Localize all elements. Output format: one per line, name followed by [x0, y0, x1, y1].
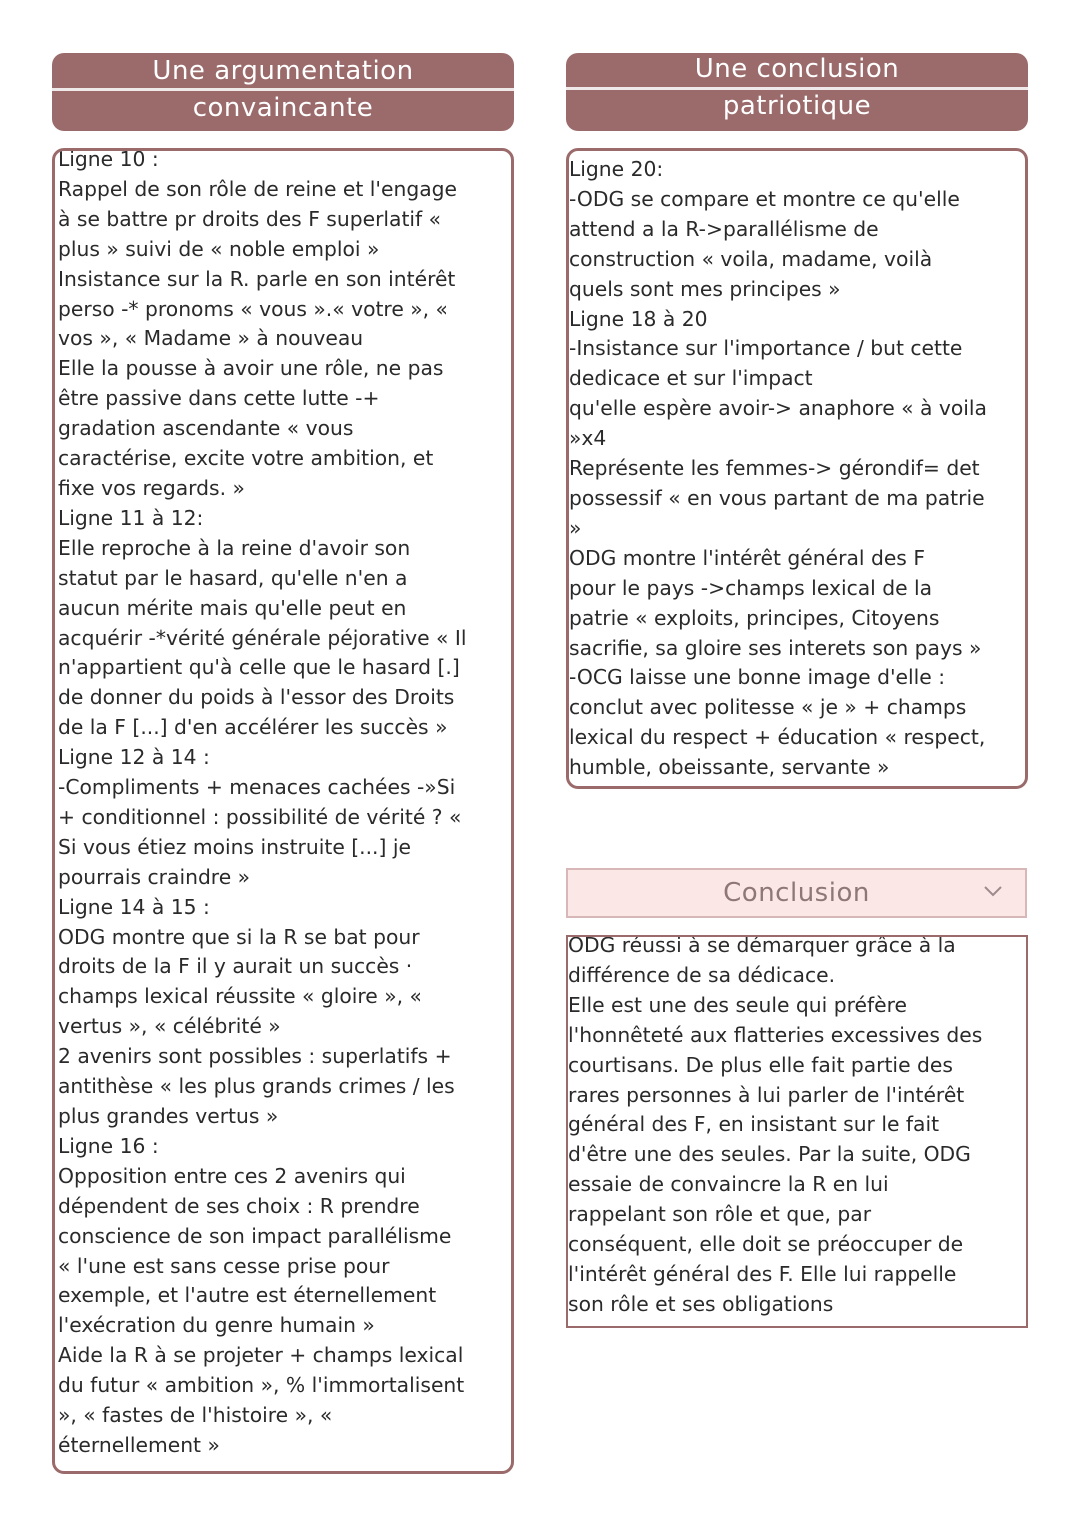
right-section-header — [566, 53, 1028, 131]
text-line: qu'elle espère avoir-> anaphore « à voila — [569, 396, 987, 421]
left-notes-text — [58, 148, 511, 1461]
text-line: à se battre pr droits des F superlatif « — [58, 206, 442, 231]
text-line: »x4 — [569, 426, 607, 451]
text-line: lexical du respect + éducation « respect, — [569, 725, 986, 750]
text-line: essaie de convaincre la R en lui — [568, 1172, 889, 1197]
text-line: dedicace et sur l'impact — [569, 366, 813, 391]
text-line: pourrais craindre » — [58, 864, 251, 889]
text-line: Ligne 16 : — [58, 1133, 159, 1158]
text-line: de la F [...] d'en accélérer les succès » — [58, 715, 448, 740]
conclusion-title: Conclusion — [723, 878, 870, 908]
text-line: n'appartient qu'à celle que le hasard [.] — [58, 655, 460, 680]
text-line: -OCG laisse une bonne image d'elle : — [569, 665, 946, 690]
text-line: l'intérêt général des F. Elle lui rappelle — [568, 1261, 957, 1286]
chevron-down-icon — [983, 884, 1003, 898]
text-line: son rôle et ses obligations — [568, 1291, 834, 1316]
text-line: aucun mérite mais qu'elle peut en — [58, 595, 407, 620]
text-line: du futur « ambition », % l'immortalisent — [58, 1373, 465, 1398]
text-line: conclut avec politesse « je » + champs — [569, 695, 967, 720]
text-line: Ligne 10 : — [58, 148, 159, 171]
text-line: 2 avenirs sont possibles : superlatifs + — [58, 1044, 452, 1069]
left-notes-box — [52, 148, 514, 1474]
text-line: Aide la R à se projeter + champs lexical — [58, 1343, 464, 1368]
text-line: exemple, et l'autre est éternellement — [58, 1283, 437, 1308]
text-line: différence de sa dédicace. — [568, 962, 836, 987]
text-line: « l'une est sans cesse prise pour — [58, 1253, 390, 1278]
text-line: l'exécration du genre humain » — [58, 1313, 375, 1338]
text-line: champs lexical réussite « gloire », « — [58, 984, 422, 1009]
text-line: Elle est une des seule qui préfère — [568, 992, 907, 1017]
conclusion-toggle[interactable] — [566, 868, 1027, 918]
text-line: -ODG se compare et montre ce qu'elle — [569, 186, 960, 211]
text-line: Elle reproche à la reine d'avoir son — [58, 535, 411, 560]
text-line: vertus », « célébrité » — [58, 1014, 281, 1039]
text-line: quels sont mes principes » — [569, 276, 841, 301]
text-line: conséquent, elle doit se préoccuper de — [568, 1232, 964, 1257]
text-line: fixe vos regards. » — [58, 475, 245, 500]
text-line: Opposition entre ces 2 avenirs qui — [58, 1163, 406, 1188]
text-line: Ligne 14 à 15 : — [58, 894, 210, 919]
right-header-line-1: Une conclusion — [694, 54, 900, 84]
text-line: caractérise, excite votre ambition, et — [58, 446, 434, 471]
text-line: Ligne 18 à 20 — [569, 306, 708, 331]
text-line: Rappel de son rôle de reine et l'engage — [58, 176, 457, 201]
text-line: rares personnes à lui parler de l'intérêt — [568, 1082, 965, 1107]
text-line: l'honnêteté aux flatteries excessives des — [568, 1022, 983, 1047]
text-line: Ligne 11 à 12: — [58, 505, 204, 530]
right-notes-box — [566, 148, 1028, 789]
text-line: attend a la R->parallélisme de — [569, 216, 879, 241]
text-line: Représente les femmes-> gérondif= det — [569, 456, 980, 481]
text-line: d'être une des seules. Par la suite, ODG — [568, 1142, 971, 1167]
text-line: conscience de son impact parallélisme — [58, 1223, 452, 1248]
text-line: possessif « en vous partant de ma patrie — [569, 485, 985, 510]
text-line: ODG montre que si la R se bat pour — [58, 924, 420, 949]
text-line: droits de la F il y aurait un succès · — [58, 954, 413, 979]
conclusion-text — [568, 935, 1026, 1320]
text-line: patrie « exploits, principes, Citoyens — [569, 605, 940, 630]
text-line: antithèse « les plus grands crimes / les — [58, 1074, 455, 1099]
text-line: perso -* pronoms « vous ».« votre », « — [58, 296, 448, 321]
text-line: -Insistance sur l'importance / but cette — [569, 336, 963, 361]
text-line: Ligne 12 à 14 : — [58, 745, 210, 770]
text-line: pour le pays ->champs lexical de la — [569, 575, 933, 600]
text-line: + conditionnel : possibilité de vérité ? « — [58, 804, 462, 829]
text-line: gradation ascendante « vous — [58, 416, 354, 441]
text-line: rappelant son rôle et que, par — [568, 1202, 872, 1227]
left-header-line-1: Une argumentation — [152, 56, 414, 86]
right-header-line-2: patriotique — [722, 91, 872, 121]
text-line: », « fastes de l'histoire », « — [58, 1403, 333, 1428]
text-line: de donner du poids à l'essor des Droits — [58, 685, 455, 710]
text-line: acquérir -*vérité générale péjorative « Il — [58, 625, 467, 650]
text-line: vos », « Madame » à nouveau — [58, 326, 364, 351]
text-line: sacrifie, sa gloire ses interets son pays » — [569, 635, 982, 660]
right-notes-text — [569, 155, 1025, 783]
text-line: construction « voila, madame, voilà — [569, 246, 933, 271]
text-line: -Compliments + menaces cachées -»Si — [58, 775, 456, 800]
text-line: Si vous étiez moins instruite [...] je — [58, 834, 411, 859]
text-line: général des F, en insistant sur le fait — [568, 1112, 940, 1137]
text-line: humble, obeissante, servante » — [569, 755, 890, 780]
text-line: Insistance sur la R. parle en son intérêt — [58, 266, 456, 291]
text-line: plus grandes vertus » — [58, 1104, 279, 1128]
text-line: ODG réussi à se démarquer grâce à la — [568, 935, 956, 957]
text-line: être passive dans cette lutte -+ — [58, 386, 380, 411]
left-section-header — [52, 53, 514, 131]
text-line: courtisans. De plus elle fait partie des — [568, 1052, 953, 1077]
text-line: » — [569, 515, 582, 540]
text-line: statut par le hasard, qu'elle n'en a — [58, 565, 408, 590]
text-line: dépendent de ses choix : R prendre — [58, 1193, 420, 1218]
text-line: éternellement » — [58, 1432, 220, 1457]
text-line: Elle la pousse à avoir une rôle, ne pas — [58, 356, 444, 381]
text-line: ODG montre l'intérêt général des F — [569, 545, 925, 570]
text-line: plus » suivi de « noble emploi » — [58, 236, 380, 261]
conclusion-box — [566, 935, 1028, 1328]
left-header-line-2: convaincante — [192, 93, 374, 123]
text-line: Ligne 20: — [569, 157, 664, 181]
